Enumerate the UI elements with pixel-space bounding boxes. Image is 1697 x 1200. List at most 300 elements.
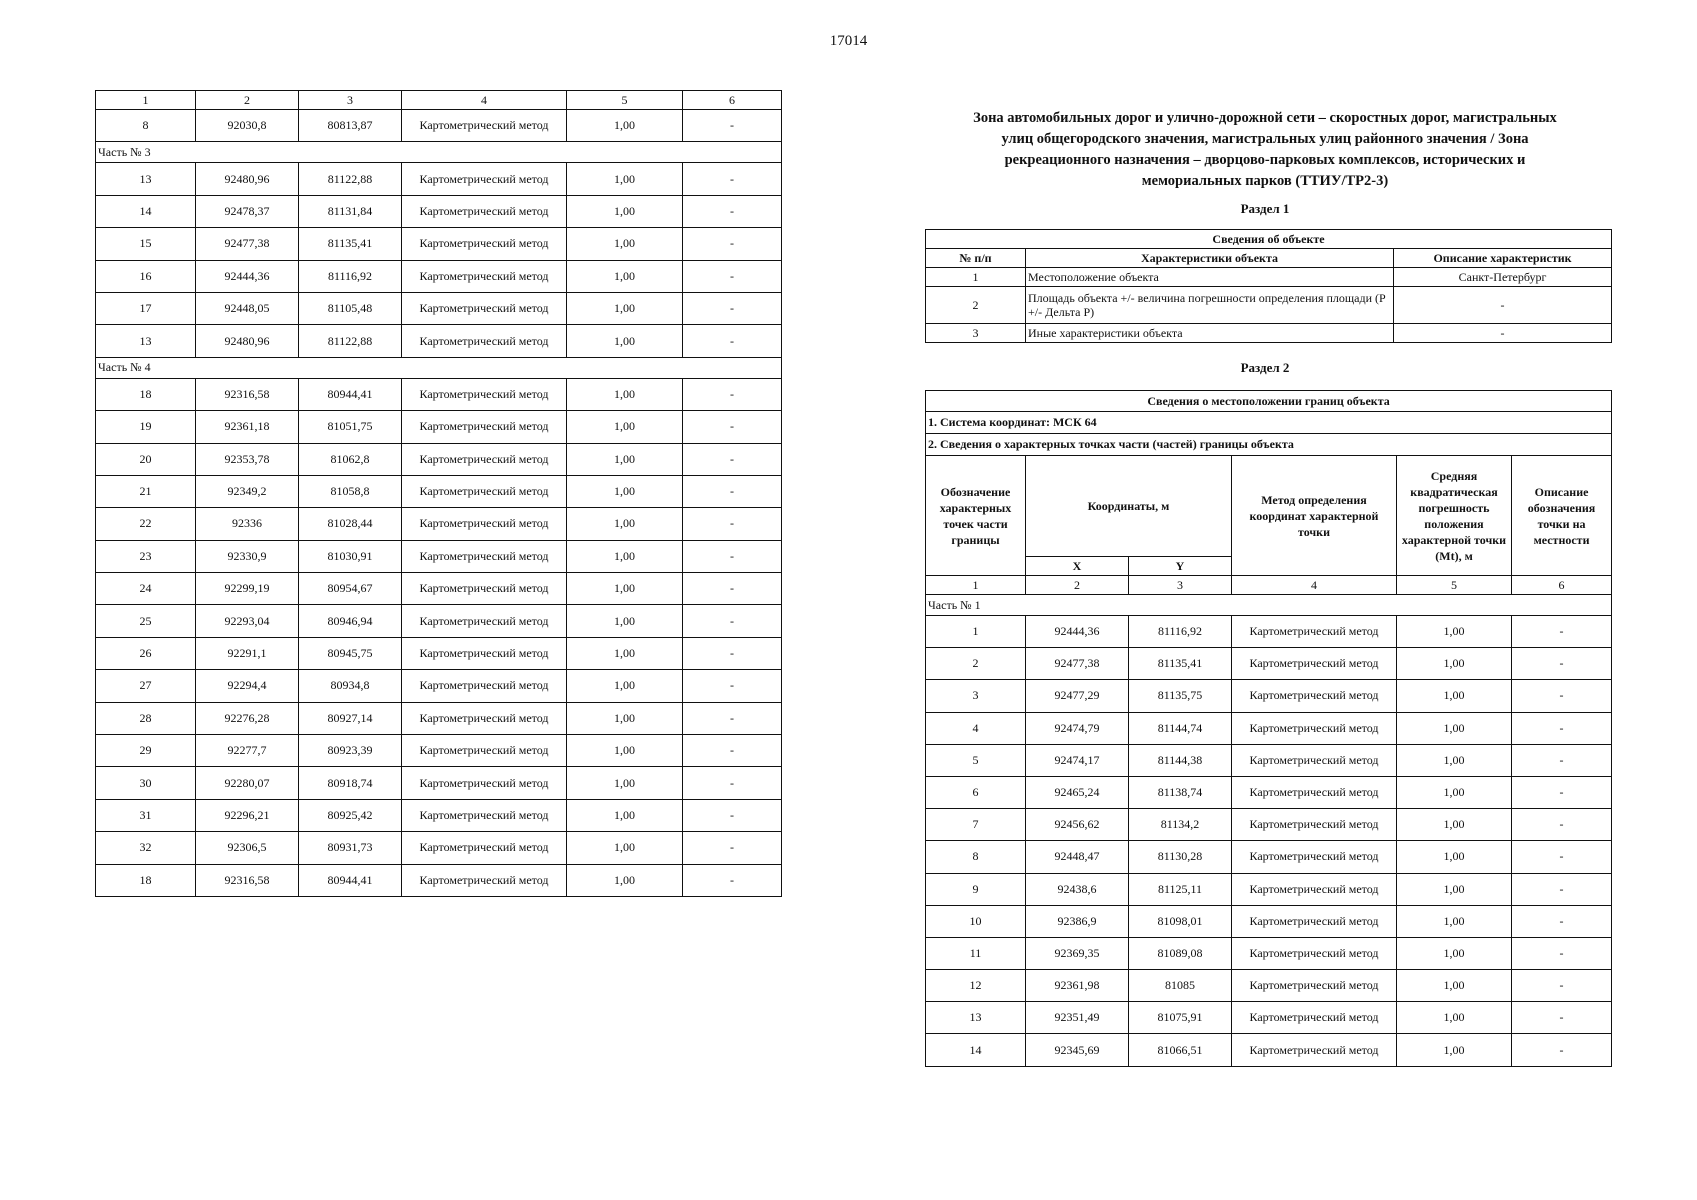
point-description: - (1512, 744, 1612, 776)
table-title-row (926, 230, 1612, 249)
header-description: Описание характеристик (1394, 249, 1612, 268)
point-description: - (683, 702, 782, 734)
header-characteristics: Характеристики объекта (1026, 249, 1394, 268)
page-number: 17014 (829, 33, 868, 49)
method: Картометрический метод (1232, 1002, 1397, 1034)
table-row (96, 163, 782, 195)
coord-x: 92353,78 (196, 443, 299, 475)
coord-x: 92478,37 (196, 195, 299, 227)
part-row (96, 357, 782, 378)
method: Картометрический метод (1232, 841, 1397, 873)
point-number: 16 (96, 260, 196, 292)
error-value: 1,00 (1397, 1034, 1512, 1066)
section-2-title: Раздел 2 (1240, 360, 1290, 375)
point-description: - (683, 411, 782, 443)
method: Картометрический метод (1232, 905, 1397, 937)
table-row (926, 776, 1612, 808)
method: Картометрический метод (402, 508, 567, 540)
table-row (96, 443, 782, 475)
table-row (96, 378, 782, 410)
point-number: 30 (96, 767, 196, 799)
coord-y: 80944,41 (299, 864, 402, 896)
coord-y: 81058,8 (299, 475, 402, 507)
error-value: 1,00 (1397, 937, 1512, 969)
point-description: - (683, 195, 782, 227)
coord-y: 81135,75 (1129, 680, 1232, 712)
error-value: 1,00 (567, 325, 683, 357)
point-description: - (1512, 648, 1612, 680)
error-value: 1,00 (1397, 744, 1512, 776)
method: Картометрический метод (1232, 873, 1397, 905)
coord-x: 92294,4 (196, 670, 299, 702)
table-row (96, 540, 782, 572)
error-value: 1,00 (567, 443, 683, 475)
method: Картометрический метод (1232, 616, 1397, 648)
coord-y: 81135,41 (299, 228, 402, 260)
point-number: 4 (926, 712, 1026, 744)
coord-y: 81131,84 (299, 195, 402, 227)
coord-y: 81130,28 (1129, 841, 1232, 873)
point-number: 12 (926, 970, 1026, 1002)
coord-y: 81116,92 (1129, 616, 1232, 648)
coord-y: 80934,8 (299, 670, 402, 702)
coord-y: 81030,91 (299, 540, 402, 572)
table-row (96, 605, 782, 637)
point-description: - (683, 292, 782, 324)
characteristic-value: - (1394, 324, 1612, 343)
method: Картометрический метод (1232, 937, 1397, 969)
part-row (926, 595, 1612, 616)
error-value: 1,00 (1397, 648, 1512, 680)
table-header-row (926, 249, 1612, 268)
table-row (96, 475, 782, 507)
point-number: 25 (96, 605, 196, 637)
point-number: 5 (926, 744, 1026, 776)
coord-x: 92296,21 (196, 799, 299, 831)
table-row (926, 1002, 1612, 1034)
column-header-row (926, 456, 1612, 557)
table-title-row (926, 391, 1612, 412)
point-description: - (683, 443, 782, 475)
column-number: 3 (299, 91, 402, 110)
method: Картометрический метод (402, 832, 567, 864)
zone-title-line: рекреационного назначения – дворцово-парковых комплексов, исторических и (1004, 152, 1526, 168)
coord-x: 92369,35 (1026, 937, 1129, 969)
method: Картометрический метод (1232, 1034, 1397, 1066)
boundary-location-table (925, 390, 1612, 1067)
coord-x: 92280,07 (196, 767, 299, 799)
point-description: - (1512, 712, 1612, 744)
characteristic-value: - (1394, 287, 1612, 324)
point-description: - (1512, 1002, 1612, 1034)
point-description: - (683, 475, 782, 507)
table-row (96, 292, 782, 324)
point-number: 1 (926, 616, 1026, 648)
coord-y: 81098,01 (1129, 905, 1232, 937)
point-number: 19 (96, 411, 196, 443)
error-value: 1,00 (567, 508, 683, 540)
method: Картометрический метод (1232, 970, 1397, 1002)
table-row (96, 508, 782, 540)
coord-system-row (926, 412, 1612, 434)
coord-x: 92030,8 (196, 110, 299, 142)
boundary-location-body (926, 391, 1612, 1067)
coord-x: 92291,1 (196, 637, 299, 669)
coord-y: 80944,41 (299, 378, 402, 410)
point-number: 9 (926, 873, 1026, 905)
table-row (96, 637, 782, 669)
error-value: 1,00 (567, 110, 683, 142)
point-description: - (683, 832, 782, 864)
coord-y: 81122,88 (299, 325, 402, 357)
error-value: 1,00 (567, 540, 683, 572)
coord-y: 81066,51 (1129, 1034, 1232, 1066)
coord-x: 92386,9 (1026, 905, 1129, 937)
coord-y: 81125,11 (1129, 873, 1232, 905)
point-description: - (683, 508, 782, 540)
coord-x: 92477,38 (196, 228, 299, 260)
table-row (96, 670, 782, 702)
point-number: 18 (96, 864, 196, 896)
column-number: 4 (1232, 576, 1397, 595)
coord-x: 92465,24 (1026, 776, 1129, 808)
table-row (96, 573, 782, 605)
row-number: 1 (926, 268, 1026, 287)
method: Картометрический метод (402, 443, 567, 475)
table-row (926, 841, 1612, 873)
coord-x: 92480,96 (196, 325, 299, 357)
point-number: 13 (926, 1002, 1026, 1034)
method: Картометрический метод (402, 864, 567, 896)
method: Картометрический метод (402, 378, 567, 410)
zone-title-line: мемориальных парков (ТТИУ/ТР2-3) (1141, 173, 1389, 189)
coord-y: 80945,75 (299, 637, 402, 669)
coord-y: 80918,74 (299, 767, 402, 799)
column-number-row (926, 576, 1612, 595)
point-description: - (1512, 616, 1612, 648)
point-number: 22 (96, 508, 196, 540)
table-row (96, 228, 782, 260)
coord-y: 81062,8 (299, 443, 402, 475)
point-description: - (683, 540, 782, 572)
coord-x: 92306,5 (196, 832, 299, 864)
coord-y: 81105,48 (299, 292, 402, 324)
coord-y: 81116,92 (299, 260, 402, 292)
point-description: - (1512, 841, 1612, 873)
coord-y: 81134,2 (1129, 809, 1232, 841)
point-description: - (683, 260, 782, 292)
method: Картометрический метод (1232, 680, 1397, 712)
coord-x: 92480,96 (196, 163, 299, 195)
point-description: - (683, 670, 782, 702)
error-value: 1,00 (1397, 616, 1512, 648)
table-row (96, 260, 782, 292)
point-number: 32 (96, 832, 196, 864)
coord-system: 1. Система координат: МСК 64 (926, 412, 1612, 434)
point-description: - (1512, 680, 1612, 712)
error-value: 1,00 (567, 605, 683, 637)
coord-x: 92336 (196, 508, 299, 540)
coord-x: 92330,9 (196, 540, 299, 572)
boundary-table-title: Сведения о местоположении границ объекта (926, 391, 1612, 412)
table-row (926, 744, 1612, 776)
coord-y: 81089,08 (1129, 937, 1232, 969)
point-number: 29 (96, 735, 196, 767)
coord-y: 80925,42 (299, 799, 402, 831)
method: Картометрический метод (402, 292, 567, 324)
characteristic-name: Местоположение объекта (1026, 268, 1394, 287)
point-description: - (1512, 809, 1612, 841)
point-number: 28 (96, 702, 196, 734)
error-value: 1,00 (1397, 970, 1512, 1002)
point-number: 13 (96, 325, 196, 357)
error-value: 1,00 (567, 163, 683, 195)
coord-x: 92444,36 (196, 260, 299, 292)
method: Картометрический метод (402, 540, 567, 572)
point-description: - (683, 767, 782, 799)
coord-x: 92438,6 (1026, 873, 1129, 905)
point-description: - (683, 325, 782, 357)
coord-x: 92474,79 (1026, 712, 1129, 744)
method: Картометрический метод (1232, 712, 1397, 744)
point-description: - (683, 378, 782, 410)
table-row (96, 799, 782, 831)
header-x: X (1026, 557, 1129, 576)
row-number: 2 (926, 287, 1026, 324)
coord-x: 92276,28 (196, 702, 299, 734)
point-description: - (1512, 937, 1612, 969)
table-row (96, 325, 782, 357)
point-number: 13 (96, 163, 196, 195)
header-designation: Обозначение характерных точек части границы (926, 456, 1026, 576)
method: Картометрический метод (402, 260, 567, 292)
column-number: 5 (567, 91, 683, 110)
method: Картометрический метод (402, 767, 567, 799)
point-description: - (1512, 873, 1612, 905)
point-number: 11 (926, 937, 1026, 969)
coord-y: 80954,67 (299, 573, 402, 605)
method: Картометрический метод (402, 605, 567, 637)
characteristic-value: Санкт-Петербург (1394, 268, 1612, 287)
object-info-table (925, 229, 1612, 343)
point-number: 17 (96, 292, 196, 324)
coord-y: 80931,73 (299, 832, 402, 864)
point-number: 31 (96, 799, 196, 831)
table-row (926, 937, 1612, 969)
column-number: 6 (1512, 576, 1612, 595)
table-row (926, 873, 1612, 905)
characteristic-name: Площадь объекта +/- величина погрешности определения площади (Р +/- Дельта Р) (1026, 287, 1394, 324)
method: Картометрический метод (402, 573, 567, 605)
coord-x: 92293,04 (196, 605, 299, 637)
table-row (926, 1034, 1612, 1066)
error-value: 1,00 (567, 411, 683, 443)
point-description: - (683, 110, 782, 142)
error-value: 1,00 (567, 735, 683, 767)
error-value: 1,00 (1397, 1002, 1512, 1034)
coord-y: 80923,39 (299, 735, 402, 767)
coord-x: 92345,69 (1026, 1034, 1129, 1066)
section-1-title: Раздел 1 (1240, 201, 1290, 216)
point-description: - (683, 605, 782, 637)
coord-x: 92448,05 (196, 292, 299, 324)
method: Картометрический метод (402, 670, 567, 702)
method: Картометрический метод (402, 735, 567, 767)
zone-title-line: улиц общегородского значения, магистральных улиц районного значения / Зона (1001, 131, 1529, 147)
coord-x: 92361,18 (196, 411, 299, 443)
coord-x: 92349,2 (196, 475, 299, 507)
column-number: 3 (1129, 576, 1232, 595)
error-value: 1,00 (567, 292, 683, 324)
point-number: 6 (926, 776, 1026, 808)
point-number: 2 (926, 648, 1026, 680)
coord-x: 92474,17 (1026, 744, 1129, 776)
error-value: 1,00 (1397, 776, 1512, 808)
point-number: 20 (96, 443, 196, 475)
coord-y: 81135,41 (1129, 648, 1232, 680)
error-value: 1,00 (567, 832, 683, 864)
error-value: 1,00 (567, 864, 683, 896)
part-row (96, 142, 782, 163)
coord-y: 81138,74 (1129, 776, 1232, 808)
points-title-row (926, 434, 1612, 456)
part-label: Часть № 3 (96, 142, 782, 163)
point-description: - (683, 637, 782, 669)
point-number: 7 (926, 809, 1026, 841)
method: Картометрический метод (402, 228, 567, 260)
header-method: Метод определения координат характерной точки (1232, 456, 1397, 576)
method: Картометрический метод (402, 411, 567, 443)
column-number: 2 (1026, 576, 1129, 595)
error-value: 1,00 (567, 228, 683, 260)
method: Картометрический метод (402, 637, 567, 669)
points-table-continued (95, 90, 782, 897)
characteristic-name: Иные характеристики объекта (1026, 324, 1394, 343)
header-error: Средняя квадратическая погрешность положения характерной точки (Mt), м (1397, 456, 1512, 576)
point-number: 26 (96, 637, 196, 669)
table-row (96, 110, 782, 142)
error-value: 1,00 (1397, 680, 1512, 712)
object-info-title: Сведения об объекте (926, 230, 1612, 249)
coord-x: 92316,58 (196, 864, 299, 896)
method: Картометрический метод (1232, 776, 1397, 808)
error-value: 1,00 (567, 670, 683, 702)
header-y: Y (1129, 557, 1232, 576)
coord-x: 92444,36 (1026, 616, 1129, 648)
coord-y: 81122,88 (299, 163, 402, 195)
coord-x: 92448,47 (1026, 841, 1129, 873)
error-value: 1,00 (567, 573, 683, 605)
point-description: - (683, 864, 782, 896)
error-value: 1,00 (567, 799, 683, 831)
table-row (96, 832, 782, 864)
point-number: 10 (926, 905, 1026, 937)
point-number: 14 (96, 195, 196, 227)
error-value: 1,00 (567, 378, 683, 410)
method: Картометрический метод (402, 195, 567, 227)
error-value: 1,00 (567, 260, 683, 292)
point-description: - (1512, 776, 1612, 808)
method: Картометрический метод (402, 163, 567, 195)
point-number: 23 (96, 540, 196, 572)
method: Картометрический метод (402, 702, 567, 734)
coord-y: 81144,74 (1129, 712, 1232, 744)
zone-title (925, 108, 1605, 192)
coord-x: 92477,29 (1026, 680, 1129, 712)
error-value: 1,00 (1397, 712, 1512, 744)
coord-x: 92477,38 (1026, 648, 1129, 680)
table-row (96, 767, 782, 799)
part-label: Часть № 4 (96, 357, 782, 378)
table-row (926, 712, 1612, 744)
table-row (96, 195, 782, 227)
error-value: 1,00 (1397, 873, 1512, 905)
header-description: Описание обозначения точки на местности (1512, 456, 1612, 576)
header-number: № п/п (926, 249, 1026, 268)
column-number: 4 (402, 91, 567, 110)
table-row (926, 324, 1612, 343)
point-number: 15 (96, 228, 196, 260)
table-row (926, 287, 1612, 324)
table-row (926, 680, 1612, 712)
point-description: - (683, 163, 782, 195)
table-row (926, 648, 1612, 680)
coord-y: 81144,38 (1129, 744, 1232, 776)
coord-x: 92277,7 (196, 735, 299, 767)
part-label: Часть № 1 (926, 595, 1612, 616)
error-value: 1,00 (1397, 905, 1512, 937)
table-row (926, 970, 1612, 1002)
point-number: 8 (96, 110, 196, 142)
point-description: - (683, 799, 782, 831)
point-number: 24 (96, 573, 196, 605)
column-number-row (96, 91, 782, 110)
coord-y: 81051,75 (299, 411, 402, 443)
table-row (926, 809, 1612, 841)
column-number: 6 (683, 91, 782, 110)
error-value: 1,00 (567, 475, 683, 507)
method: Картометрический метод (402, 799, 567, 831)
table-row (926, 905, 1612, 937)
coord-y: 81085 (1129, 970, 1232, 1002)
point-description: - (1512, 970, 1612, 1002)
coord-x: 92456,62 (1026, 809, 1129, 841)
coord-x: 92351,49 (1026, 1002, 1129, 1034)
column-number: 2 (196, 91, 299, 110)
method: Картометрический метод (402, 325, 567, 357)
coord-y: 80927,14 (299, 702, 402, 734)
error-value: 1,00 (1397, 841, 1512, 873)
table-row (96, 735, 782, 767)
coord-y: 81028,44 (299, 508, 402, 540)
error-value: 1,00 (567, 637, 683, 669)
point-description: - (683, 228, 782, 260)
method: Картометрический метод (402, 475, 567, 507)
column-number: 1 (926, 576, 1026, 595)
points-table-body (96, 91, 782, 897)
point-number: 18 (96, 378, 196, 410)
table-row (96, 702, 782, 734)
table-row (926, 268, 1612, 287)
point-description: - (683, 573, 782, 605)
error-value: 1,00 (567, 195, 683, 227)
coord-x: 92299,19 (196, 573, 299, 605)
column-number: 5 (1397, 576, 1512, 595)
point-number: 27 (96, 670, 196, 702)
error-value: 1,00 (567, 767, 683, 799)
header-coordinates: Координаты, м (1026, 456, 1232, 557)
points-title: 2. Сведения о характерных точках части (частей) границы объекта (926, 434, 1612, 456)
